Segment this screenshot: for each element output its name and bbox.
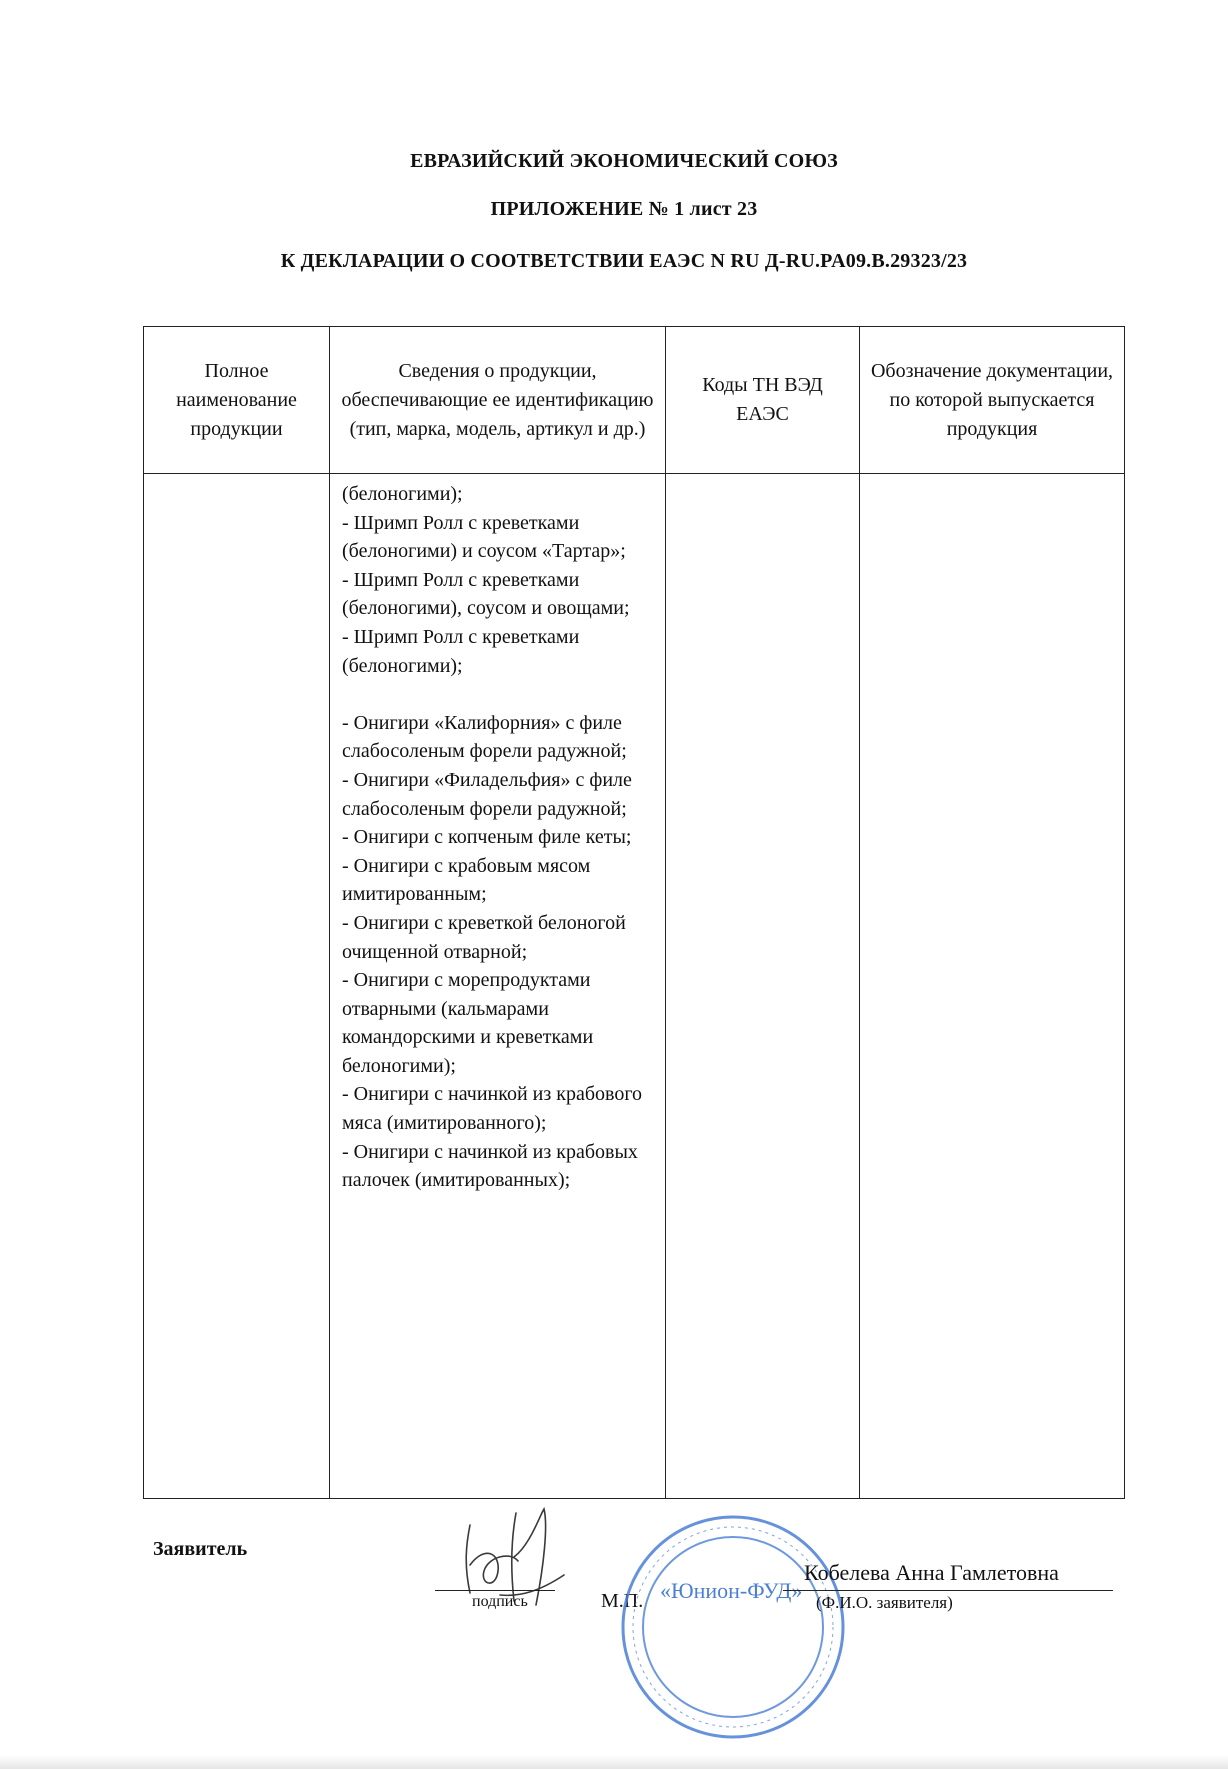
list-spacer xyxy=(342,680,659,709)
list-item: - Онигири «Филадельфия» с филе слабосоленым форели радужной; xyxy=(342,768,632,820)
list-item: - Онигири «Калифорния» с филе слабосоленым форели радужной; xyxy=(342,711,627,763)
product-table xyxy=(143,326,1125,1499)
scan-edge xyxy=(0,1755,1228,1769)
list-item: - Онигири с морепродуктами отварными (кальмарами командорскими и креветками белоногими); xyxy=(342,969,594,1077)
signature-label: подпись xyxy=(472,1593,528,1610)
header-full-name: Полное наименование продукции xyxy=(144,327,330,474)
cell-full-name xyxy=(144,474,330,1499)
list-item: (белоногими); xyxy=(342,483,463,505)
product-items-list xyxy=(330,474,665,1195)
list-item: - Онигири с начинкой из крабовых палочек (имитированных); xyxy=(342,1140,638,1192)
union-title: ЕВРАЗИЙСКИЙ ЭКОНОМИЧЕСКИЙ СОЮЗ xyxy=(410,150,838,172)
signature-line xyxy=(435,1590,555,1591)
list-item: - Шримп Ролл с креветками (белоногими), соусом и овощами; xyxy=(342,568,630,620)
seal-place-label: М.П. xyxy=(601,1590,644,1612)
list-item: - Онигири с копченым филе кеты; xyxy=(342,826,632,849)
header-product-info: Сведения о продукции, обеспечивающие ее идентификацию (тип, марка, модель, артикул и др.) xyxy=(330,327,666,474)
applicant-label: Заявитель xyxy=(153,1538,248,1560)
company-stamp xyxy=(618,1512,848,1742)
list-item: - Онигири с крабовым мясом имитированным; xyxy=(342,854,591,906)
appendix-title: ПРИЛОЖЕНИЕ № 1 лист 23 xyxy=(490,198,758,220)
table-row xyxy=(144,474,1125,1499)
applicant-name: Кобелева Анна Гамлетовна xyxy=(804,1560,1059,1585)
cell-product-info xyxy=(330,474,666,1499)
stamp-company-name: «Юнион-ФУД» xyxy=(660,1578,803,1603)
list-item: - Онигири с начинкой из крабового мяса (имитированного); xyxy=(342,1083,643,1135)
declaration-title: К ДЕКЛАРАЦИИ О СООТВЕТСТВИИ ЕАЭС N RU Д-RU.PA09.B.29323/23 xyxy=(280,250,968,272)
header-documentation: Обозначение документации, по которой выпускается продукция xyxy=(860,327,1125,474)
cell-documentation xyxy=(860,474,1125,1499)
list-item: - Шримп Ролл с креветками (белоногими) и соусом «Тартар»; xyxy=(342,511,626,563)
signature-block xyxy=(0,1500,1228,1750)
list-item: - Онигири с креветкой белоногой очищенной отварной; xyxy=(342,911,626,963)
list-item: - Шримп Ролл с креветками (белоногими); xyxy=(342,625,580,677)
name-line xyxy=(783,1590,1113,1591)
cell-tn-ved-codes xyxy=(666,474,860,1499)
table-header-row xyxy=(144,327,1125,474)
applicant-name-label: (Ф.И.О. заявителя) xyxy=(816,1593,953,1612)
header-tn-ved-codes: Коды ТН ВЭД ЕАЭС xyxy=(666,327,860,474)
